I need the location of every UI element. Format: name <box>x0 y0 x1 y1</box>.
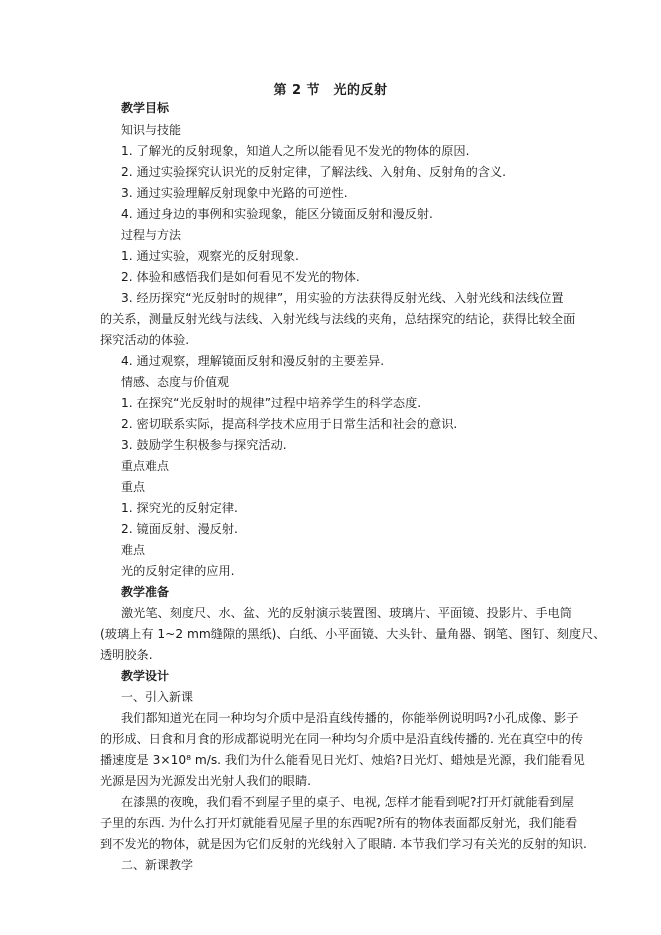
paragraph-line: 2. 密切联系实际，提高科学技术应用于日常生活和社会的意识. <box>121 417 458 431</box>
paragraph-line: 我们都知道光在同一种均匀介质中是沿直线传播的，你能举例说明吗?小孔成像、影子 <box>121 711 579 725</box>
paragraph-line: 激光笔、刻度尺、水、盆、光的反射演示装置图、玻璃片、平面镜、投影片、手电筒 <box>121 606 572 620</box>
subheading-process-methods: 过程与方法 <box>121 228 182 242</box>
subheading-emotion-values: 情感、态度与价值观 <box>121 375 230 389</box>
subheading-intro: 一、引入新课 <box>121 690 194 704</box>
paragraph-line: 在漆黑的夜晚，我们看不到屋子里的桌子、电视, 怎样才能看到呢?打开灯就能看到屋 <box>121 795 574 809</box>
subheading-key-difficult: 重点难点 <box>121 459 170 473</box>
paragraph-line: 2. 体验和感悟我们是如何看见不发光的物体. <box>121 270 360 284</box>
paragraph-line: 透明胶条. <box>100 648 153 662</box>
paragraph-line: 的关系，测量反射光线与法线、入射光线与法线的夹角，总结探究的结论，获得比较全面 <box>100 312 576 326</box>
heading-teaching-prep: 教学准备 <box>121 585 170 599</box>
paragraph-line: (玻璃上有 1~2 mm缝隙的黑纸)、白纸、小平面镜、大头针、量角器、钢笔、图钉、刻度尺、 <box>100 627 606 641</box>
subheading-difficulties: 难点 <box>121 543 146 557</box>
paragraph-line: 1. 通过实验，观察光的反射现象. <box>121 249 299 263</box>
paragraph-line: 的形成、日食和月食的形成都说明光在同一种均匀介质中是沿直线传播的. 光在真空中的传 <box>100 732 584 746</box>
paragraph-line: 2. 镜面反射、漫反射. <box>121 522 238 536</box>
paragraph-line: 光的反射定律的应用. <box>121 564 235 578</box>
paragraph-line: 3. 通过实验理解反射现象中光路的可逆性. <box>121 186 348 200</box>
paragraph-line: 1. 了解光的反射现象，知道人之所以能看见不发光的物体的原因. <box>121 144 470 158</box>
page-title: 第 2 节 光的反射 <box>273 83 388 98</box>
subheading-new-lesson: 二、新课教学 <box>121 858 194 872</box>
paragraph-line: 光源是因为光源发出光射人我们的眼睛. <box>100 774 312 788</box>
paragraph-line: 1. 在探究“光反射时的规律”过程中培养学生的科学态度. <box>121 396 422 410</box>
paragraph-line: 子里的东西. 为什么打开灯就能看见屋子里的东西呢?所有的物体表面都反射光，我们能看 <box>100 816 578 830</box>
subheading-key-points: 重点 <box>121 480 146 494</box>
paragraph-line: 2. 通过实验探究认识光的反射定律，了解法线、入射角、反射角的含义. <box>121 165 507 179</box>
paragraph-line: 3. 鼓励学生积极参与探究活动. <box>121 438 287 452</box>
paragraph-line: 探究活动的体验. <box>100 333 190 347</box>
paragraph-line: 3. 经历探究“光反射时的规律”，用实验的方法获得反射光线、入射光线和法线位置 <box>121 291 564 305</box>
paragraph-line: 4. 通过观察，理解镜面反射和漫反射的主要差异. <box>121 354 385 368</box>
paragraph-line: 1. 探究光的反射定律. <box>121 501 238 515</box>
paragraph-line: 到不发光的物体，就是因为它们反射的光线射入了眼睛. 本节我们学习有关光的反射的知识. <box>100 837 587 851</box>
subheading-knowledge-skills: 知识与技能 <box>121 123 182 137</box>
paragraph-line: 4. 通过身边的事例和实验现象，能区分镜面反射和漫反射. <box>121 207 433 221</box>
heading-teaching-goals: 教学目标 <box>121 101 170 115</box>
heading-teaching-design: 教学设计 <box>121 669 170 683</box>
paragraph-line: 播速度是 3×10⁸ m/s. 我们为什么能看见日光灯、烛焰?日光灯、蜡烛是光源，我们能看见 <box>100 753 585 767</box>
